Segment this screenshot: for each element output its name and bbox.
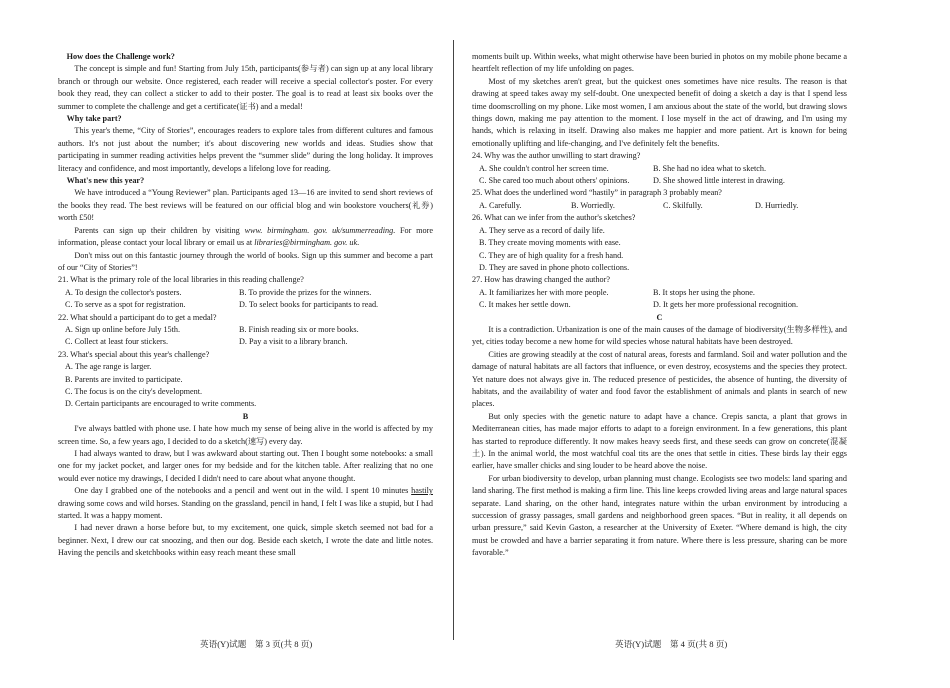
options-row — [472, 287, 847, 299]
question-24: 24. Why was the author unwilling to start drawing? — [472, 151, 641, 161]
paragraph: Cities are growing steadily at the cost of natural areas, forests and farmland. Soil and water pollution and the damage of natural habitats are all factors that influence, or even destroy, ecosystems and the species they protect. Yet nature does not always give in. The reduced presence of pesticides, the absence of hunting, the diversity of habitats, and the availability of water and food favor the establishment of animals and plants in search of new places. — [472, 349, 847, 409]
option-d: D. Certain participants are encouraged to write comments. — [65, 399, 257, 409]
paragraph: I've always battled with phone use. I hate how much my sense of being alive in the world is affected by my screen time. So, a few years ago, I decided to do a sketch(速写) every day. — [58, 424, 433, 446]
option-c: C. She cared too much about others' opinions. — [479, 176, 630, 186]
paragraph: We have introduced a “Young Reviewer” plan. Participants aged 13—16 are invited to send short reviews of the books they read. The best reviews will be featured on our official blog and win bookstore vouchers(礼券) worth £50! — [58, 188, 433, 223]
option-d: D. Pay a visit to a library branch. — [239, 337, 348, 347]
text-run: drawing some cows and wild horses. Standing on the grassland, pencil in hand, I felt I was like a stupid, but I had started. It was a happy moment. — [58, 498, 433, 521]
paragraph: It is a contradiction. Urbanization is one of the main causes of the damage of biodiversity(生物多样性), and yet, cities today become a new home for wild species whose natural habitats have been destroyed. — [472, 324, 847, 347]
option-b: B. Worriedly. — [571, 200, 615, 210]
question-21: 21. What is the primary role of the local libraries in this reading challenge? — [58, 275, 304, 285]
website-url: www. birmingham. gov. uk/summerreading — [244, 225, 394, 235]
option-c: C. To serve as a spot for registration. — [65, 300, 186, 310]
options-row — [58, 324, 433, 336]
section-heading: What's new this year? — [66, 176, 145, 186]
question-27: 27. How has drawing changed the author? — [472, 275, 611, 285]
option-d: D. They are saved in phone photo collections. — [479, 262, 630, 272]
option-a: A. Carefully. — [479, 200, 522, 210]
option-a: A. Sign up online before July 15th. — [65, 324, 181, 334]
paragraph: But only species with the genetic nature to adapt have a chance. Crepis sancta, a plant that grows in Mediterranean cities, has made major efforts to adapt to a foreign environment. In a few generations, this plant has started to reproduce differently. It now makes heavy seeds first, and these seeds can grow on concrete(混凝土). In the animal world, the most watchful coal tits are the ones that settle in cities. These birds lay their eggs earlier, have smaller chicks and sing louder to be heard above the noise. — [472, 411, 847, 471]
option-c: C. Skilfully. — [663, 200, 703, 210]
paragraph: For urban biodiversity to develop, urban planning must change. Ecologists see two models: land sparing and land sharing. The first method is making a firm line. This line keeps crowded living areas and large natural spaces separate. Land sharing, on the other hand, integrates nature within the urban environment by introducing a succession of grassy passages, small gardens and neighborhood green spaces. “But in reality, it all depends on urban pressure,” said Kevin Gaston, a researcher at the University of Exeter. “Where demand is high, the city must be crowded and have a barrier separating it from nature. Where there is less pressure, sharing can be more favorable.” — [472, 473, 847, 558]
page-footer-left: 英语(Y)试题 第 3 页(共 8 页) — [200, 639, 313, 649]
options-row — [58, 336, 433, 348]
section-heading: How does the Challenge work? — [66, 52, 175, 61]
option-d: D. She showed little interest in drawing. — [653, 176, 785, 186]
paragraph: Most of my sketches aren't great, but the quickest ones sometimes have nice results. The reason is that drawing at speed takes away my self-doubt. One unexpected benefit of doing a sketch a day is that I spend less time doomscrolling on my phone. Like most women, I am anxious about the state of the world, but drawing slows things down, making me pay attention to the moment. I lose myself in the act of drawing, and I'm using my hands, which is relaxing in itself. Drawing also makes me happier and more patient. Art is known for being emotionally uplifting and life-changing, and I've definitely felt the benefits. — [472, 76, 847, 148]
option-d: D. To select books for participants to read. — [239, 300, 379, 310]
question-25: 25. What does the underlined word “hastily” in paragraph 3 probably mean? — [472, 188, 722, 198]
option-d: D. Hurriedly. — [755, 200, 799, 210]
section-c-label: C — [656, 312, 663, 322]
option-b: B. She had no idea what to sketch. — [653, 163, 767, 173]
option-b: B. Finish reading six or more books. — [239, 324, 359, 334]
options-row — [58, 299, 433, 311]
option-b: B. Parents are invited to participate. — [65, 374, 183, 384]
underlined-word: hastily — [411, 486, 433, 496]
option-c: C. The focus is on the city's development. — [65, 386, 203, 396]
text-run: One day I grabbed one of the notebooks and a pencil and went out in the wild. I spent 10 minutes — [74, 486, 412, 496]
paragraph: I had never drawn a horse before but, to my excitement, one quick, simple sketch seemed not bad for a beginner. Next, I drew our cat snoozing, and then our dog. Beside each sketch, I wrote the date and little notes. Having the pencils and sketchbooks within easy reach meant these small — [58, 523, 433, 558]
paragraph: I had always wanted to draw, but I was awkward about starting out. Then I bought some notebooks: a small one for my jacket pocket, and larger ones for my bedside and for the kitchen table. After realizing that no one would ever notice my drawings, I decided I didn't need to care about what anyone thought. — [58, 449, 433, 483]
paragraph: moments built up. Within weeks, what might otherwise have been buried in photos on my mobile phone became a heartfelt reflection of my life unfolding on pages. — [472, 52, 847, 74]
options-row — [58, 287, 433, 299]
paragraph: Don't miss out on this fantastic journey through the world of books. Sign up this summer and become a part of our “City of Stories”! — [58, 250, 433, 272]
option-b: B. To provide the prizes for the winners. — [239, 287, 372, 297]
paragraph: The concept is simple and fun! Starting from July 15th, participants(参与者) can sign up at any local library branch or through our website. Once registered, each reader will receive a special collector's poster. For every book they read, they can collect a sticker to add to their poster. The goal is to read at least six books over the summer to complete the challenge and get a certificate(证书) and a medal! — [58, 64, 433, 111]
question-23: 23. What's special about this year's challenge? — [58, 349, 210, 359]
question-22: 22. What should a participant do to get a medal? — [58, 312, 217, 322]
text-run: . For more information, please contact your local library or email us at — [58, 225, 433, 248]
option-b: B. It stops her using the phone. — [653, 287, 755, 297]
options-row — [472, 163, 847, 175]
option-a: A. To design the collector's posters. — [65, 287, 182, 297]
option-a: A. The age range is larger. — [65, 362, 152, 372]
option-c: C. Collect at least four stickers. — [65, 337, 168, 347]
section-b-label: B — [242, 411, 249, 421]
email-address: libraries@birmingham. gov. uk — [254, 238, 358, 248]
text-run: . — [357, 238, 360, 248]
option-a: A. It familiarizes her with more people. — [479, 287, 609, 297]
left-column — [58, 51, 433, 560]
options-row — [472, 175, 847, 187]
option-b: B. They create moving moments with ease. — [479, 238, 621, 248]
paragraph: This year's theme, “City of Stories”, encourages readers to explore tales from different cultures and famous authors. It's not just about the number; it's about discovering new worlds and ideas. Studies show that participating in summer reading activities helps prevent the “summer slide” during the long holiday. It improves literacy and confidence, and most importantly, develops a lifelong love for reading. — [58, 126, 433, 173]
paragraph — [58, 225, 433, 250]
option-c: C. It makes her settle down. — [479, 300, 571, 310]
option-a: A. They serve as a record of daily life. — [479, 225, 605, 235]
option-d: D. It gets her more professional recognition. — [653, 300, 799, 310]
option-a: A. She couldn't control her screen time. — [479, 163, 609, 173]
text-run: Parents can sign up their children by visiting — [74, 225, 245, 235]
column-divider — [453, 40, 454, 640]
section-heading: Why take part? — [66, 114, 122, 124]
right-column — [472, 51, 847, 560]
paragraph — [58, 485, 433, 522]
option-c: C. They are of high quality for a fresh hand. — [479, 250, 624, 260]
question-26: 26. What can we infer from the author's sketches? — [472, 213, 636, 223]
options-row — [472, 200, 847, 212]
options-row — [472, 299, 847, 311]
page-footer-right: 英语(Y)试题 第 4 页(共 8 页) — [615, 639, 728, 649]
